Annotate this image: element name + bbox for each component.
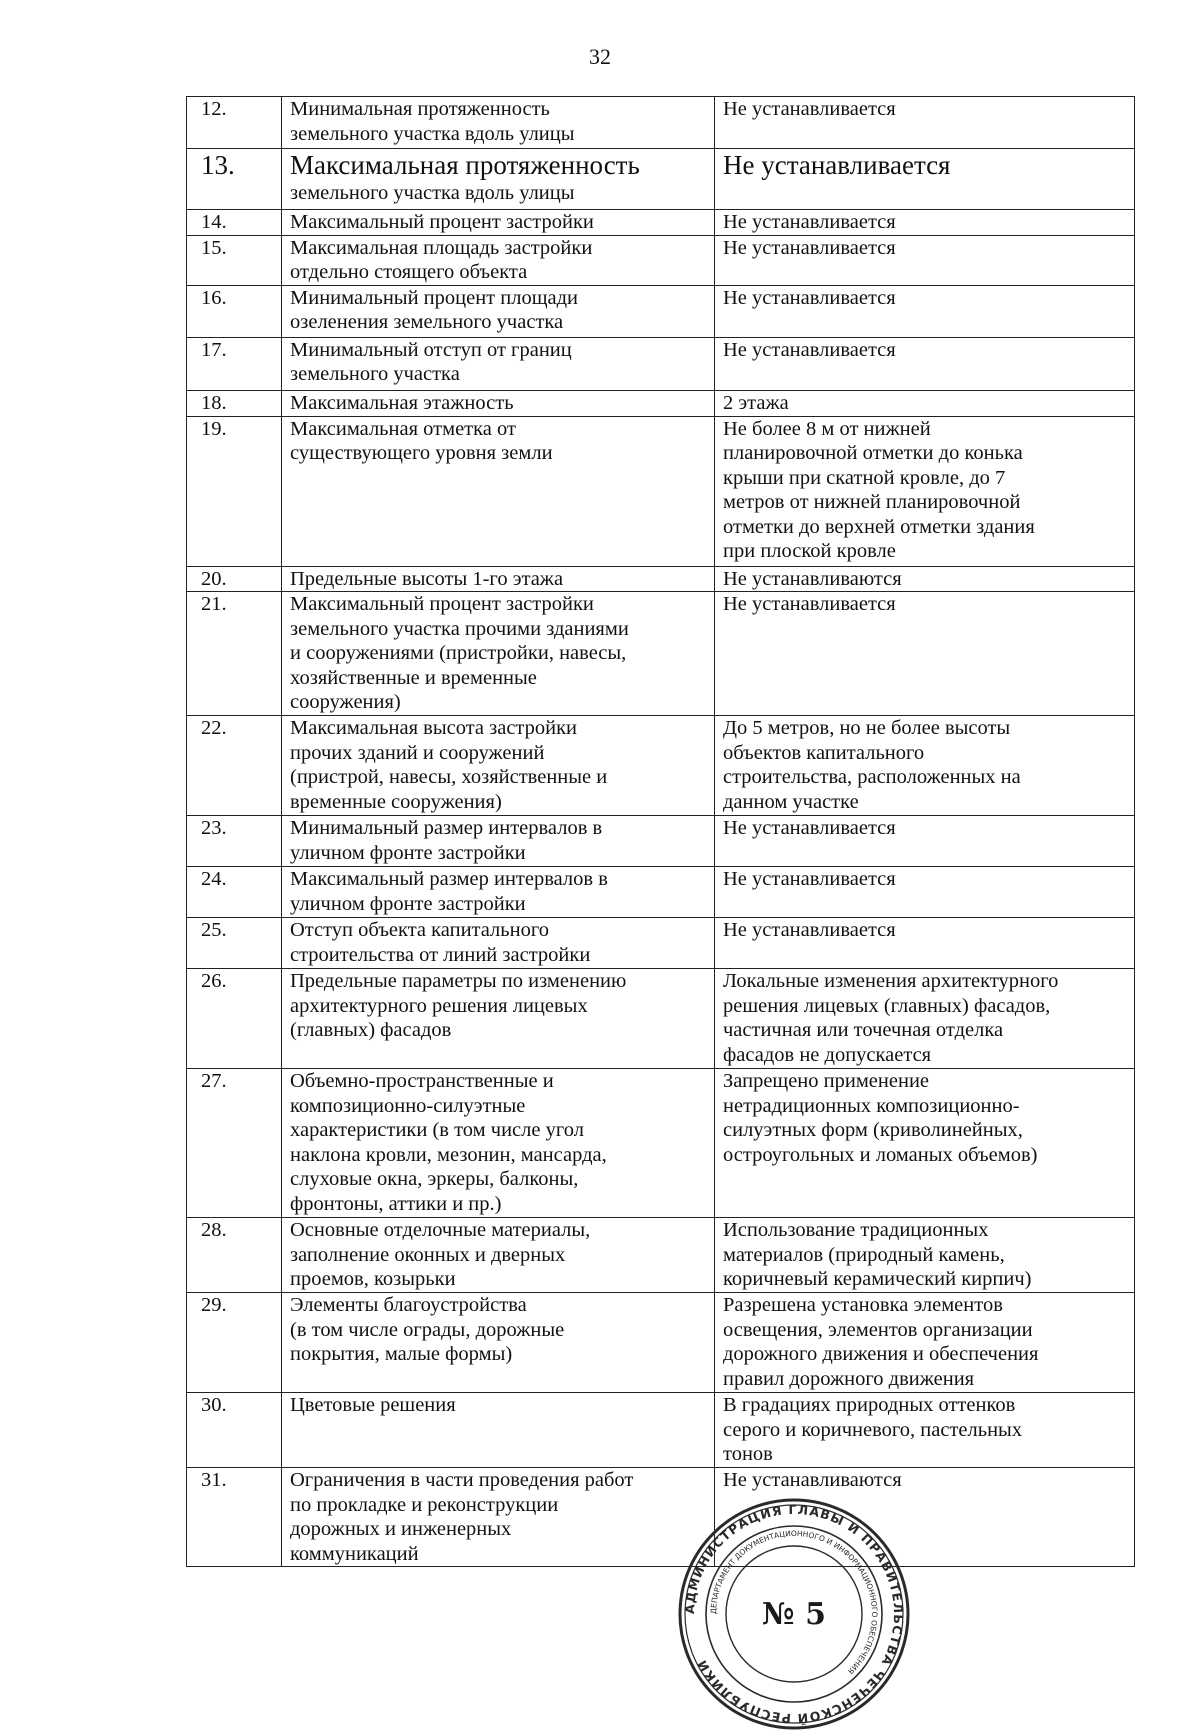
parameter-name: Минимальный размер интервалов в уличном фронте застройки <box>282 816 715 867</box>
row-number: 16. <box>187 285 282 337</box>
parameter-value: Не устанавливается <box>715 918 1135 969</box>
parameter-name: Минимальный процент площади озеленения земельного участка <box>282 285 715 337</box>
table-row <box>187 210 1135 236</box>
row-number: 14. <box>187 210 282 236</box>
parameter-value: Локальные изменения архитектурного решения лицевых (главных) фасадов, частичная или точечная отделка фасадов не допускается <box>715 969 1135 1069</box>
parameter-name: Максимальная протяженность земельного участка вдоль улицы <box>282 149 715 210</box>
table-row <box>187 149 1135 210</box>
row-number: 28. <box>187 1218 282 1293</box>
table-row <box>187 1393 1135 1468</box>
seal-outer-text: АДМИНИСТРАЦИЯ ГЛАВЫ И ПРАВИТЕЛЬСТВА ЧЕЧЕНСКОЙ РЕСПУБЛИКИ <box>681 1501 907 1727</box>
parameter-value: Не устанавливается <box>715 592 1135 716</box>
parameter-name: Минимальный отступ от границ земельного участка <box>282 337 715 390</box>
parameter-value: Разрешена установка элементов освещения, элементов организации дорожного движения и обеспечения правил дорожного движения <box>715 1293 1135 1393</box>
row-number: 27. <box>187 1069 282 1218</box>
parameter-value: Не устанавливаются <box>715 1468 1135 1567</box>
table-row <box>187 1218 1135 1293</box>
row-number: 12. <box>187 97 282 149</box>
row-number: 15. <box>187 235 282 285</box>
row-number: 26. <box>187 969 282 1069</box>
table-row <box>187 918 1135 969</box>
parameters-table <box>186 96 1135 1567</box>
parameter-value: Запрещено применение нетрадиционных композиционно- силуэтных форм (криволинейных, остроугольных и ломаных объемов) <box>715 1069 1135 1218</box>
parameter-value: В градациях природных оттенков серого и коричневого, пастельных тонов <box>715 1393 1135 1468</box>
page-number: 32 <box>589 44 611 69</box>
row-number: 20. <box>187 566 282 592</box>
table-row <box>187 592 1135 716</box>
row-number: 31. <box>187 1468 282 1567</box>
parameter-name: Максимальная площадь застройки отдельно стоящего объекта <box>282 235 715 285</box>
row-number: 30. <box>187 1393 282 1468</box>
seal-inner-text: ДЕПАРТАМЕНТ ДОКУМЕНТАЦИОННОГО И ИНФОРМАЦИОННОГО ОБЕСПЕЧЕНИЯ <box>708 1528 880 1676</box>
parameter-name: Минимальная протяженность земельного участка вдоль улицы <box>282 97 715 149</box>
row-number: 22. <box>187 716 282 816</box>
parameter-name: Максимальный процент застройки <box>282 210 715 236</box>
parameter-value: Не устанавливается <box>715 149 1135 210</box>
parameter-name: Предельные высоты 1-го этажа <box>282 566 715 592</box>
table-row <box>187 1293 1135 1393</box>
table-row <box>187 97 1135 149</box>
table-row <box>187 285 1135 337</box>
parameter-value: Использование традиционных материалов (природный камень, коричневый керамический кирпич) <box>715 1218 1135 1293</box>
parameter-name: Предельные параметры по изменению архитектурного решения лицевых (главных) фасадов <box>282 969 715 1069</box>
parameter-value: Не устанавливается <box>715 816 1135 867</box>
parameter-value: Не устанавливается <box>715 285 1135 337</box>
table-row <box>187 1069 1135 1218</box>
row-number: 29. <box>187 1293 282 1393</box>
parameter-value: Не устанавливается <box>715 235 1135 285</box>
parameter-name: Максимальная отметка от существующего уровня земли <box>282 416 715 566</box>
row-number: 17. <box>187 337 282 390</box>
row-number: 25. <box>187 918 282 969</box>
table-row <box>187 416 1135 566</box>
row-number: 21. <box>187 592 282 716</box>
row-number: 24. <box>187 867 282 918</box>
table-row <box>187 390 1135 416</box>
parameter-name: Максимальный процент застройки земельного участка прочими зданиями и сооружениями (пристройки, навесы, хозяйственные и временные сооружения) <box>282 592 715 716</box>
table-row <box>187 867 1135 918</box>
table-row <box>187 337 1135 390</box>
parameter-name: Максимальная высота застройки прочих зданий и сооружений (пристрой, навесы, хозяйственные и временные сооружения) <box>282 716 715 816</box>
parameter-value: Не более 8 м от нижней планировочной отметки до конька крыши при скатной кровле, до 7 метров от нижней планировочной отметки до верхней отметки здания при плоской кровле <box>715 416 1135 566</box>
row-number: 23. <box>187 816 282 867</box>
parameter-value: Не устанавливается <box>715 210 1135 236</box>
parameter-value: Не устанавливаются <box>715 566 1135 592</box>
parameter-value: Не устанавливается <box>715 337 1135 390</box>
parameter-value: Не устанавливается <box>715 867 1135 918</box>
parameter-value: До 5 метров, но не более высоты объектов капитального строительства, расположенных на данном участке <box>715 716 1135 816</box>
parameter-name: Отступ объекта капитального строительства от линий застройки <box>282 918 715 969</box>
parameter-value: 2 этажа <box>715 390 1135 416</box>
row-number: 18. <box>187 390 282 416</box>
table-row <box>187 716 1135 816</box>
row-number: 19. <box>187 416 282 566</box>
parameter-name: Максимальная этажность <box>282 390 715 416</box>
parameter-name: Максимальный размер интервалов в уличном фронте застройки <box>282 867 715 918</box>
parameter-name: Объемно-пространственные и композиционно-силуэтные характеристики (в том числе угол наклона кровли, мезонин, мансарда, слуховые окна, эркеры, балконы, фронтоны, аттики и пр.) <box>282 1069 715 1218</box>
parameter-name: Ограничения в части проведения работ по прокладке и реконструкции дорожных и инженерных коммуникаций <box>282 1468 715 1567</box>
table-row <box>187 235 1135 285</box>
row-number: 13. <box>187 149 282 210</box>
table-row <box>187 1468 1135 1567</box>
parameter-name: Цветовые решения <box>282 1393 715 1468</box>
parameter-name: Элементы благоустройства (в том числе ограды, дорожные покрытия, малые формы) <box>282 1293 715 1393</box>
parameter-value: Не устанавливается <box>715 97 1135 149</box>
table-row <box>187 816 1135 867</box>
table-row <box>187 969 1135 1069</box>
parameter-name: Основные отделочные материалы, заполнение оконных и дверных проемов, козырьки <box>282 1218 715 1293</box>
seal-center-number: № 5 <box>762 1597 826 1632</box>
table-row <box>187 566 1135 592</box>
